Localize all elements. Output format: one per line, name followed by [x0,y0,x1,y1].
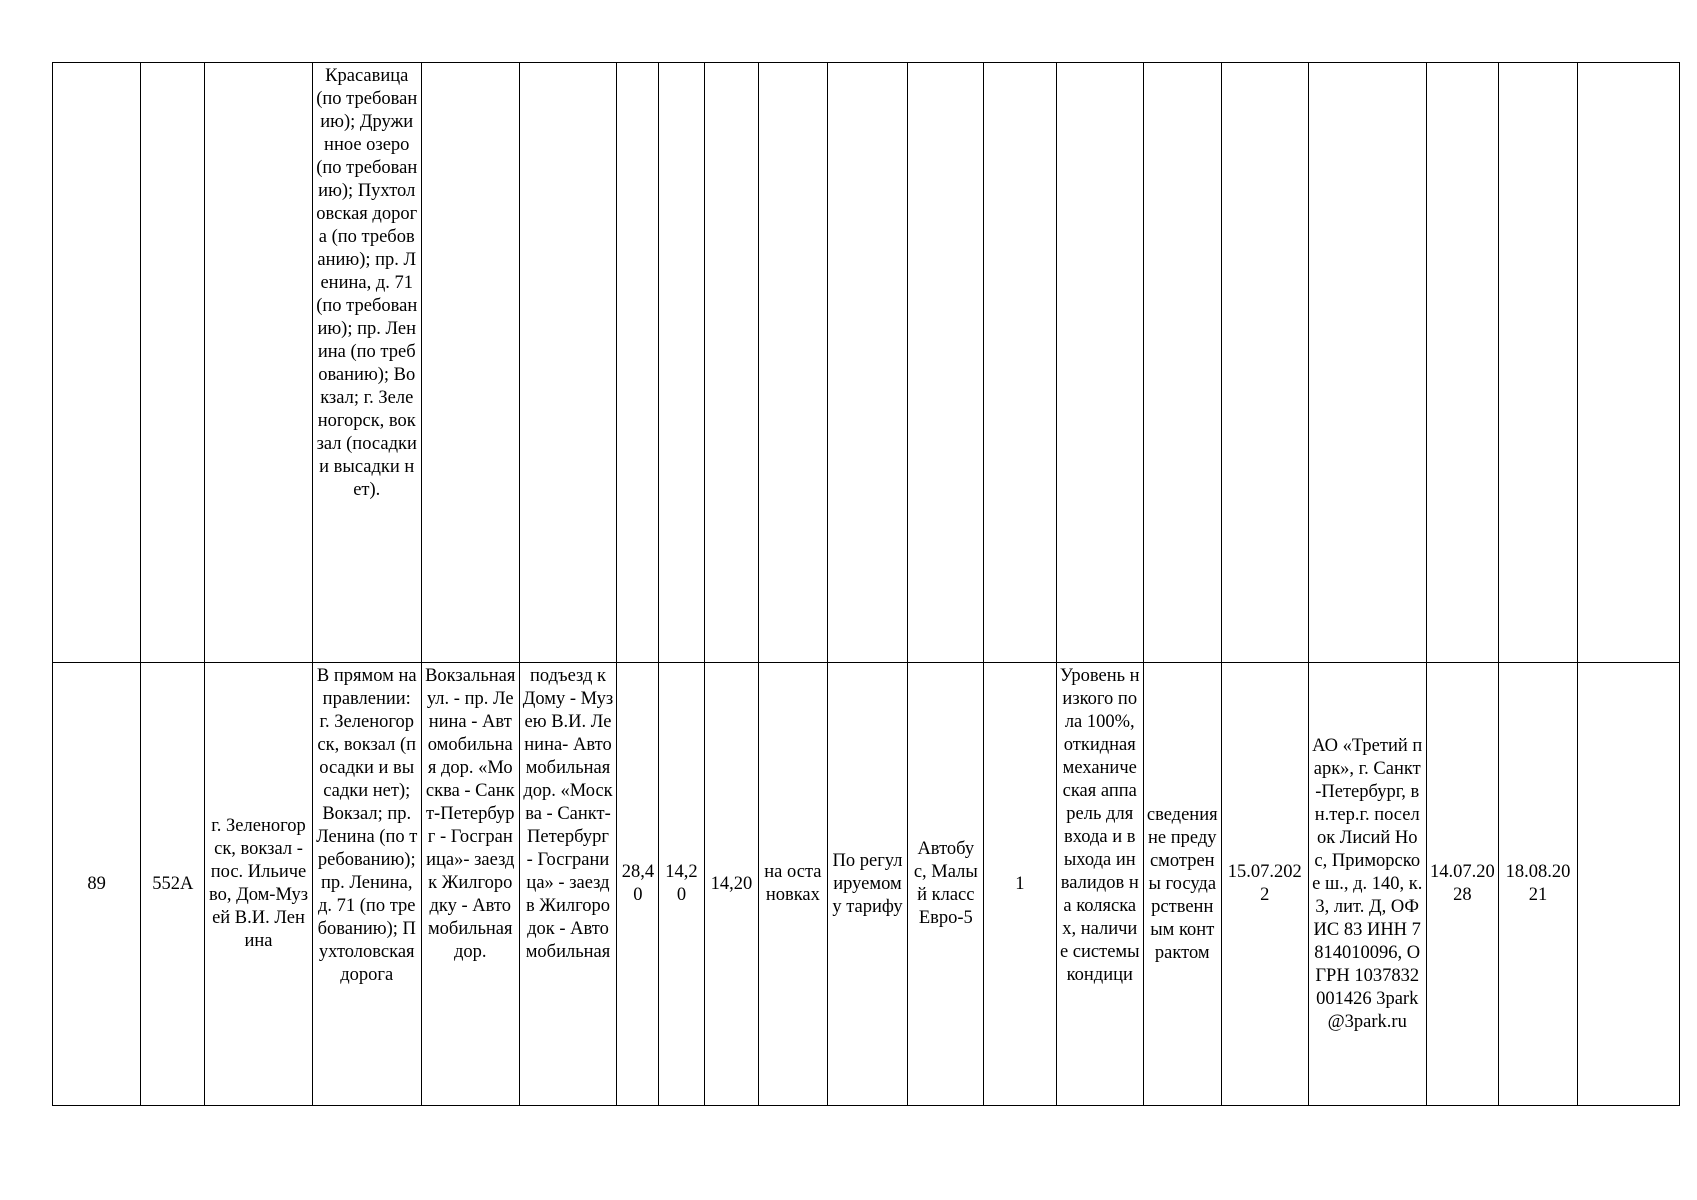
row-number-cell [53,63,141,663]
streets-backward-cell: подъезд к Дому - Музею В.И. Ленина- Автомобильная дор. «Москва - Санкт-Петербург - Госграница» - заезд в Жилгородок - Автомобильная [519,663,617,1106]
vehicle-type-cell: Автобус, Малый класс Евро-5 [908,663,984,1106]
vehicle-count-cell: 1 [984,663,1057,1106]
tariff-type-cell: По регулируемому тарифу [827,663,908,1106]
boarding-order-cell [759,63,827,663]
registry-date-cell: 18.08.2021 [1499,663,1578,1106]
route-number-cell: 552А [141,663,205,1106]
contract-info-cell: сведения не предусмотрены государственным контрактом [1143,663,1221,1106]
end-date-cell [1426,63,1499,663]
streets-backward-cell [519,63,617,663]
stops-cell: Красавица (по требованию); Дружинное озеро (по требованию); Пухтоловская дорога (по требованию); пр. Ленина, д. 71 (по требованию); пр. Ленина (по требованию); Вокзал; г. Зеленогорск, вокзал (посадки и высадки нет). [312,63,421,663]
length-forward-cell [659,63,704,663]
stops-cell: В прямом направлении: г. Зеленогорск, вокзал (посадки и высадки нет); Вокзал; пр. Ленина (по требованию); пр. Ленина, д. 71 (по требованию); Пухтоловская дорога [312,663,421,1106]
carrier-cell [1308,63,1426,663]
tariff-type-cell [827,63,908,663]
table-row [53,63,1680,663]
row-number-cell: 89 [53,663,141,1106]
length-backward-cell [704,63,759,663]
vehicle-type-cell [908,63,984,663]
length-backward-cell: 14,20 [704,663,759,1106]
end-date-cell: 14.07.2028 [1426,663,1499,1106]
contract-info-cell [1143,63,1221,663]
carrier-cell: АО «Третий парк», г. Санкт-Петербург, вн.тер.г. поселок Лисий Нос, Приморское ш., д. 140, к. 3, лит. Д, ОФИС 83 ИНН 7814010096, ОГРН 1037832001426 3park@3park.ru [1308,663,1426,1106]
streets-forward-cell [421,63,519,663]
streets-forward-cell: Вокзальная ул. - пр. Ленина - Автомобильная дор. «Москва - Санкт-Петербург - Госграница»- заезд к Жилгородку - Автомобильная дор. [421,663,519,1106]
length-forward-cell: 14,20 [659,663,704,1106]
route-registry-table [52,62,1680,1106]
length-total-cell [617,63,659,663]
table-row [53,663,1680,1106]
vehicle-count-cell [984,63,1057,663]
extra-cell [1577,63,1679,663]
vehicle-characteristics-cell [1056,63,1143,663]
vehicle-characteristics-cell: Уровень низкого пола 100%, откидная механическая аппарель для входа и выхода инвалидов на колясках, наличие системы кондици [1056,663,1143,1106]
extra-cell [1577,663,1679,1106]
route-number-cell [141,63,205,663]
start-date-cell [1221,63,1308,663]
boarding-order-cell: на остановках [759,663,827,1106]
route-name-cell [205,63,312,663]
registry-date-cell [1499,63,1578,663]
route-name-cell: г. Зеленогорск, вокзал - пос. Ильичево, Дом-Музей В.И. Ленина [205,663,312,1106]
length-total-cell: 28,40 [617,663,659,1106]
start-date-cell: 15.07.2022 [1221,663,1308,1106]
